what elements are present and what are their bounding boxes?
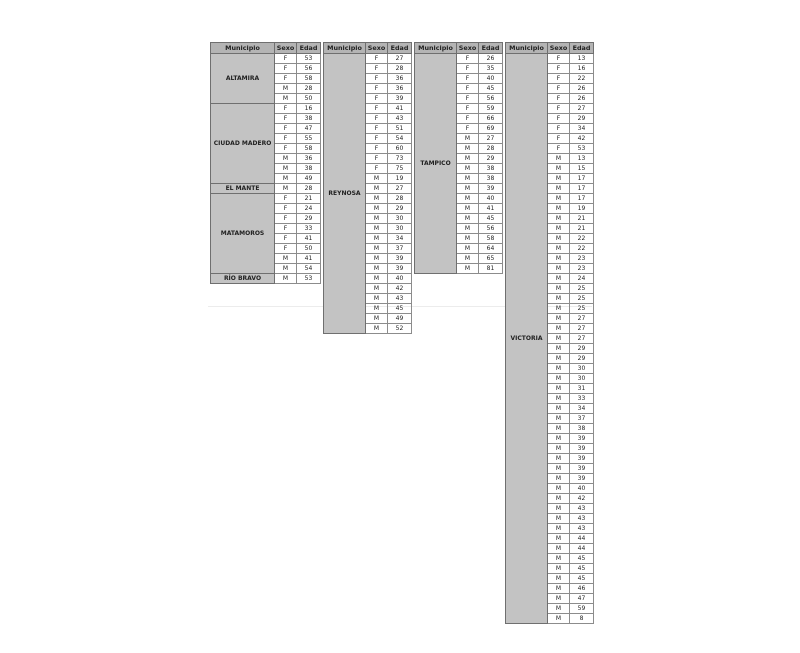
sexo-cell: F xyxy=(366,134,388,144)
sexo-cell: F xyxy=(548,144,570,154)
edad-cell: 24 xyxy=(297,204,321,214)
sexo-cell: M xyxy=(548,394,570,404)
edad-cell: 34 xyxy=(570,404,594,414)
sexo-cell: M xyxy=(548,224,570,234)
edad-cell: 34 xyxy=(570,124,594,134)
sexo-cell: M xyxy=(548,214,570,224)
sexo-cell: F xyxy=(275,64,297,74)
sexo-cell: F xyxy=(548,104,570,114)
edad-cell: 60 xyxy=(388,144,412,154)
municipio-cell: TAMPICO xyxy=(415,54,457,274)
municipio-cell: CIUDAD MADERO xyxy=(211,104,275,184)
sexo-cell: F xyxy=(275,204,297,214)
edad-cell: 17 xyxy=(570,174,594,184)
edad-cell: 45 xyxy=(570,564,594,574)
edad-cell: 45 xyxy=(570,574,594,584)
col-header-sexo: Sexo xyxy=(275,43,297,54)
edad-cell: 40 xyxy=(479,194,503,204)
edad-cell: 40 xyxy=(479,74,503,84)
edad-cell: 27 xyxy=(388,54,412,64)
edad-cell: 8 xyxy=(570,614,594,624)
sexo-cell: M xyxy=(366,324,388,334)
sexo-cell: M xyxy=(548,464,570,474)
edad-cell: 19 xyxy=(570,204,594,214)
edad-cell: 44 xyxy=(570,534,594,544)
sexo-cell: M xyxy=(548,344,570,354)
edad-cell: 23 xyxy=(570,264,594,274)
edad-cell: 41 xyxy=(297,254,321,264)
sexo-cell: F xyxy=(548,94,570,104)
sexo-cell: F xyxy=(275,104,297,114)
sexo-cell: M xyxy=(548,574,570,584)
sexo-cell: M xyxy=(548,414,570,424)
col-header-municipio: Municipio xyxy=(415,43,457,54)
sexo-cell: M xyxy=(457,184,479,194)
edad-cell: 36 xyxy=(388,74,412,84)
sexo-cell: M xyxy=(366,214,388,224)
edad-cell: 28 xyxy=(388,194,412,204)
edad-cell: 28 xyxy=(479,144,503,154)
sexo-cell: M xyxy=(275,94,297,104)
municipio-cell: ALTAMIRA xyxy=(211,54,275,104)
edad-cell: 34 xyxy=(388,234,412,244)
municipio-cell: REYNOSA xyxy=(324,54,366,334)
sexo-cell: F xyxy=(457,64,479,74)
col-header-sexo: Sexo xyxy=(366,43,388,54)
sexo-cell: M xyxy=(457,254,479,264)
edad-cell: 30 xyxy=(570,364,594,374)
sexo-cell: M xyxy=(366,254,388,264)
sexo-cell: F xyxy=(275,114,297,124)
edad-cell: 41 xyxy=(388,104,412,114)
edad-cell: 38 xyxy=(297,114,321,124)
edad-cell: 42 xyxy=(570,494,594,504)
sexo-cell: M xyxy=(548,184,570,194)
edad-cell: 38 xyxy=(479,164,503,174)
edad-cell: 36 xyxy=(297,154,321,164)
edad-cell: 42 xyxy=(570,134,594,144)
edad-cell: 27 xyxy=(570,104,594,114)
sexo-cell: M xyxy=(548,354,570,364)
edad-cell: 49 xyxy=(297,174,321,184)
edad-cell: 47 xyxy=(297,124,321,134)
sexo-cell: F xyxy=(457,74,479,84)
sexo-cell: M xyxy=(548,544,570,554)
edad-cell: 49 xyxy=(388,314,412,324)
edad-cell: 29 xyxy=(570,354,594,364)
edad-cell: 39 xyxy=(570,474,594,484)
col-header-edad: Edad xyxy=(479,43,503,54)
edad-cell: 38 xyxy=(297,164,321,174)
edad-cell: 28 xyxy=(297,184,321,194)
edad-cell: 16 xyxy=(570,64,594,74)
edad-cell: 75 xyxy=(388,164,412,174)
sexo-cell: M xyxy=(457,144,479,154)
edad-cell: 13 xyxy=(570,54,594,64)
edad-cell: 30 xyxy=(570,374,594,384)
sexo-cell: M xyxy=(548,524,570,534)
edad-cell: 21 xyxy=(297,194,321,204)
sexo-cell: M xyxy=(366,174,388,184)
sexo-cell: M xyxy=(275,164,297,174)
edad-cell: 66 xyxy=(479,114,503,124)
edad-cell: 50 xyxy=(297,244,321,254)
sexo-cell: M xyxy=(275,264,297,274)
edad-cell: 56 xyxy=(479,94,503,104)
sexo-cell: M xyxy=(366,264,388,274)
edad-cell: 58 xyxy=(297,144,321,154)
edad-cell: 22 xyxy=(570,74,594,84)
sexo-cell: M xyxy=(548,424,570,434)
edad-cell: 29 xyxy=(388,204,412,214)
sexo-cell: M xyxy=(548,364,570,374)
edad-cell: 39 xyxy=(388,94,412,104)
sexo-cell: M xyxy=(548,484,570,494)
edad-cell: 15 xyxy=(570,164,594,174)
edad-cell: 46 xyxy=(570,584,594,594)
edad-cell: 65 xyxy=(479,254,503,264)
sexo-cell: M xyxy=(457,164,479,174)
sexo-cell: M xyxy=(548,604,570,614)
sexo-cell: F xyxy=(457,94,479,104)
sexo-cell: F xyxy=(548,64,570,74)
sexo-cell: M xyxy=(548,504,570,514)
sexo-cell: M xyxy=(548,584,570,594)
sexo-cell: M xyxy=(548,434,570,444)
sexo-cell: M xyxy=(548,494,570,504)
sexo-cell: F xyxy=(366,164,388,174)
col-header-edad: Edad xyxy=(388,43,412,54)
edad-cell: 37 xyxy=(388,244,412,254)
edad-cell: 69 xyxy=(479,124,503,134)
edad-cell: 25 xyxy=(570,284,594,294)
municipio-cell: RÍO BRAVO xyxy=(211,274,275,284)
edad-cell: 40 xyxy=(570,484,594,494)
sexo-cell: M xyxy=(548,334,570,344)
sexo-cell: F xyxy=(275,194,297,204)
sexo-cell: M xyxy=(457,224,479,234)
edad-cell: 30 xyxy=(388,224,412,234)
sexo-cell: M xyxy=(457,174,479,184)
sexo-cell: M xyxy=(275,184,297,194)
sexo-cell: M xyxy=(548,204,570,214)
sexo-cell: F xyxy=(275,244,297,254)
sexo-cell: M xyxy=(366,224,388,234)
edad-cell: 55 xyxy=(297,134,321,144)
edad-cell: 38 xyxy=(570,424,594,434)
sexo-cell: F xyxy=(548,134,570,144)
edad-cell: 25 xyxy=(570,304,594,314)
col-header-edad: Edad xyxy=(570,43,594,54)
sexo-cell: M xyxy=(366,244,388,254)
col-header-municipio: Municipio xyxy=(506,43,548,54)
edad-cell: 54 xyxy=(388,134,412,144)
edad-cell: 33 xyxy=(570,394,594,404)
sexo-cell: M xyxy=(548,274,570,284)
table-row xyxy=(211,274,321,284)
sexo-cell: F xyxy=(457,104,479,114)
sexo-cell: F xyxy=(275,234,297,244)
edad-cell: 51 xyxy=(388,124,412,134)
edad-cell: 39 xyxy=(570,434,594,444)
edad-cell: 27 xyxy=(388,184,412,194)
sexo-cell: F xyxy=(275,134,297,144)
sexo-cell: F xyxy=(457,114,479,124)
edad-cell: 26 xyxy=(570,84,594,94)
sexo-cell: F xyxy=(457,54,479,64)
sexo-cell: F xyxy=(366,94,388,104)
sexo-cell: M xyxy=(457,234,479,244)
edad-cell: 17 xyxy=(570,194,594,204)
sexo-cell: M xyxy=(548,384,570,394)
sexo-cell: F xyxy=(366,144,388,154)
sexo-cell: M xyxy=(548,474,570,484)
sexo-cell: M xyxy=(366,274,388,284)
col-header-municipio: Municipio xyxy=(211,43,275,54)
col-header-sexo: Sexo xyxy=(548,43,570,54)
sexo-cell: M xyxy=(548,514,570,524)
sexo-cell: F xyxy=(275,144,297,154)
edad-cell: 45 xyxy=(479,214,503,224)
sexo-cell: F xyxy=(275,54,297,64)
edad-cell: 16 xyxy=(297,104,321,114)
sexo-cell: F xyxy=(275,124,297,134)
sexo-cell: M xyxy=(548,314,570,324)
edad-cell: 43 xyxy=(570,504,594,514)
edad-cell: 37 xyxy=(570,414,594,424)
edad-cell: 39 xyxy=(570,454,594,464)
sexo-cell: M xyxy=(366,194,388,204)
sexo-cell: M xyxy=(548,404,570,414)
sexo-cell: M xyxy=(275,274,297,284)
edad-cell: 39 xyxy=(479,184,503,194)
edad-cell: 22 xyxy=(570,244,594,254)
edad-cell: 27 xyxy=(479,134,503,144)
edad-cell: 47 xyxy=(570,594,594,604)
sexo-cell: F xyxy=(548,84,570,94)
edad-cell: 44 xyxy=(570,544,594,554)
sexo-cell: F xyxy=(366,54,388,64)
sexo-cell: F xyxy=(366,104,388,114)
edad-cell: 52 xyxy=(388,324,412,334)
edad-cell: 58 xyxy=(479,234,503,244)
sexo-cell: M xyxy=(275,84,297,94)
edad-cell: 45 xyxy=(479,84,503,94)
sexo-cell: M xyxy=(366,294,388,304)
edad-cell: 39 xyxy=(388,254,412,264)
edad-cell: 19 xyxy=(388,174,412,184)
sexo-cell: M xyxy=(548,164,570,174)
col-header-municipio: Municipio xyxy=(324,43,366,54)
sexo-cell: F xyxy=(548,74,570,84)
sexo-cell: M xyxy=(275,174,297,184)
table-row xyxy=(324,54,412,64)
sexo-cell: M xyxy=(548,324,570,334)
edad-cell: 13 xyxy=(570,154,594,164)
table-row xyxy=(506,54,594,64)
edad-cell: 39 xyxy=(570,444,594,454)
edad-cell: 64 xyxy=(479,244,503,254)
edad-cell: 40 xyxy=(388,274,412,284)
edad-cell: 30 xyxy=(388,214,412,224)
sexo-cell: M xyxy=(548,534,570,544)
sexo-cell: M xyxy=(275,154,297,164)
sexo-cell: M xyxy=(366,304,388,314)
table-row xyxy=(415,54,503,64)
sexo-cell: M xyxy=(366,314,388,324)
edad-cell: 53 xyxy=(297,274,321,284)
edad-cell: 39 xyxy=(570,464,594,474)
sexo-cell: M xyxy=(457,204,479,214)
edad-cell: 26 xyxy=(570,94,594,104)
sexo-cell: M xyxy=(548,174,570,184)
sexo-cell: M xyxy=(548,264,570,274)
edad-cell: 23 xyxy=(570,254,594,264)
edad-cell: 26 xyxy=(479,54,503,64)
sexo-cell: F xyxy=(366,74,388,84)
edad-cell: 50 xyxy=(297,94,321,104)
sexo-cell: M xyxy=(548,244,570,254)
sexo-cell: M xyxy=(548,444,570,454)
edad-cell: 28 xyxy=(297,84,321,94)
table-row xyxy=(211,184,321,194)
edad-cell: 42 xyxy=(388,284,412,294)
sexo-cell: M xyxy=(548,194,570,204)
edad-cell: 53 xyxy=(297,54,321,64)
sexo-cell: M xyxy=(548,294,570,304)
edad-cell: 33 xyxy=(297,224,321,234)
sexo-cell: M xyxy=(548,234,570,244)
edad-cell: 54 xyxy=(297,264,321,274)
edad-cell: 28 xyxy=(388,64,412,74)
table-row xyxy=(211,104,321,114)
edad-cell: 29 xyxy=(479,154,503,164)
sexo-cell: M xyxy=(548,254,570,264)
edad-cell: 17 xyxy=(570,184,594,194)
edad-cell: 29 xyxy=(570,114,594,124)
municipio-table-3 xyxy=(414,42,503,274)
edad-cell: 43 xyxy=(570,524,594,534)
sexo-cell: M xyxy=(548,154,570,164)
edad-cell: 58 xyxy=(297,74,321,84)
sexo-cell: F xyxy=(366,154,388,164)
edad-cell: 36 xyxy=(388,84,412,94)
sexo-cell: F xyxy=(366,114,388,124)
edad-cell: 45 xyxy=(388,304,412,314)
municipio-cell: MATAMOROS xyxy=(211,194,275,274)
sexo-cell: M xyxy=(548,564,570,574)
sexo-cell: M xyxy=(548,304,570,314)
edad-cell: 53 xyxy=(570,144,594,154)
sexo-cell: M xyxy=(457,214,479,224)
sexo-cell: F xyxy=(275,74,297,84)
municipio-table-4 xyxy=(505,42,594,624)
sexo-cell: M xyxy=(548,374,570,384)
sexo-cell: M xyxy=(366,234,388,244)
municipio-cell: EL MANTE xyxy=(211,184,275,194)
table-row xyxy=(211,194,321,204)
edad-cell: 56 xyxy=(297,64,321,74)
sexo-cell: M xyxy=(548,554,570,564)
sexo-cell: M xyxy=(457,244,479,254)
sexo-cell: M xyxy=(366,184,388,194)
edad-cell: 25 xyxy=(570,294,594,304)
sexo-cell: F xyxy=(548,54,570,64)
sexo-cell: M xyxy=(457,194,479,204)
sexo-cell: M xyxy=(548,284,570,294)
edad-cell: 29 xyxy=(297,214,321,224)
sexo-cell: M xyxy=(366,204,388,214)
sexo-cell: F xyxy=(548,124,570,134)
edad-cell: 41 xyxy=(479,204,503,214)
edad-cell: 29 xyxy=(570,344,594,354)
sexo-cell: F xyxy=(548,114,570,124)
sexo-cell: M xyxy=(548,614,570,624)
sexo-cell: F xyxy=(366,64,388,74)
municipio-cell: VICTORIA xyxy=(506,54,548,624)
edad-cell: 43 xyxy=(388,294,412,304)
edad-cell: 27 xyxy=(570,314,594,324)
edad-cell: 38 xyxy=(479,174,503,184)
edad-cell: 41 xyxy=(297,234,321,244)
sexo-cell: M xyxy=(457,134,479,144)
edad-cell: 43 xyxy=(388,114,412,124)
sexo-cell: F xyxy=(366,84,388,94)
edad-cell: 22 xyxy=(570,234,594,244)
sexo-cell: M xyxy=(366,284,388,294)
edad-cell: 27 xyxy=(570,324,594,334)
table-row xyxy=(211,54,321,64)
edad-cell: 39 xyxy=(388,264,412,274)
sexo-cell: M xyxy=(275,254,297,264)
edad-cell: 56 xyxy=(479,224,503,234)
sexo-cell: F xyxy=(457,124,479,134)
edad-cell: 43 xyxy=(570,514,594,524)
municipio-table-1 xyxy=(210,42,321,284)
sexo-cell: M xyxy=(457,154,479,164)
sexo-cell: F xyxy=(275,214,297,224)
edad-cell: 21 xyxy=(570,214,594,224)
edad-cell: 73 xyxy=(388,154,412,164)
edad-cell: 81 xyxy=(479,264,503,274)
edad-cell: 31 xyxy=(570,384,594,394)
col-header-edad: Edad xyxy=(297,43,321,54)
edad-cell: 21 xyxy=(570,224,594,234)
municipio-table-2 xyxy=(323,42,412,334)
edad-cell: 59 xyxy=(479,104,503,114)
sexo-cell: F xyxy=(457,84,479,94)
edad-cell: 59 xyxy=(570,604,594,614)
sexo-cell: F xyxy=(366,124,388,134)
sexo-cell: F xyxy=(275,224,297,234)
edad-cell: 24 xyxy=(570,274,594,284)
edad-cell: 27 xyxy=(570,334,594,344)
edad-cell: 45 xyxy=(570,554,594,564)
sexo-cell: M xyxy=(457,264,479,274)
edad-cell: 35 xyxy=(479,64,503,74)
sexo-cell: M xyxy=(548,594,570,604)
col-header-sexo: Sexo xyxy=(457,43,479,54)
sexo-cell: M xyxy=(548,454,570,464)
